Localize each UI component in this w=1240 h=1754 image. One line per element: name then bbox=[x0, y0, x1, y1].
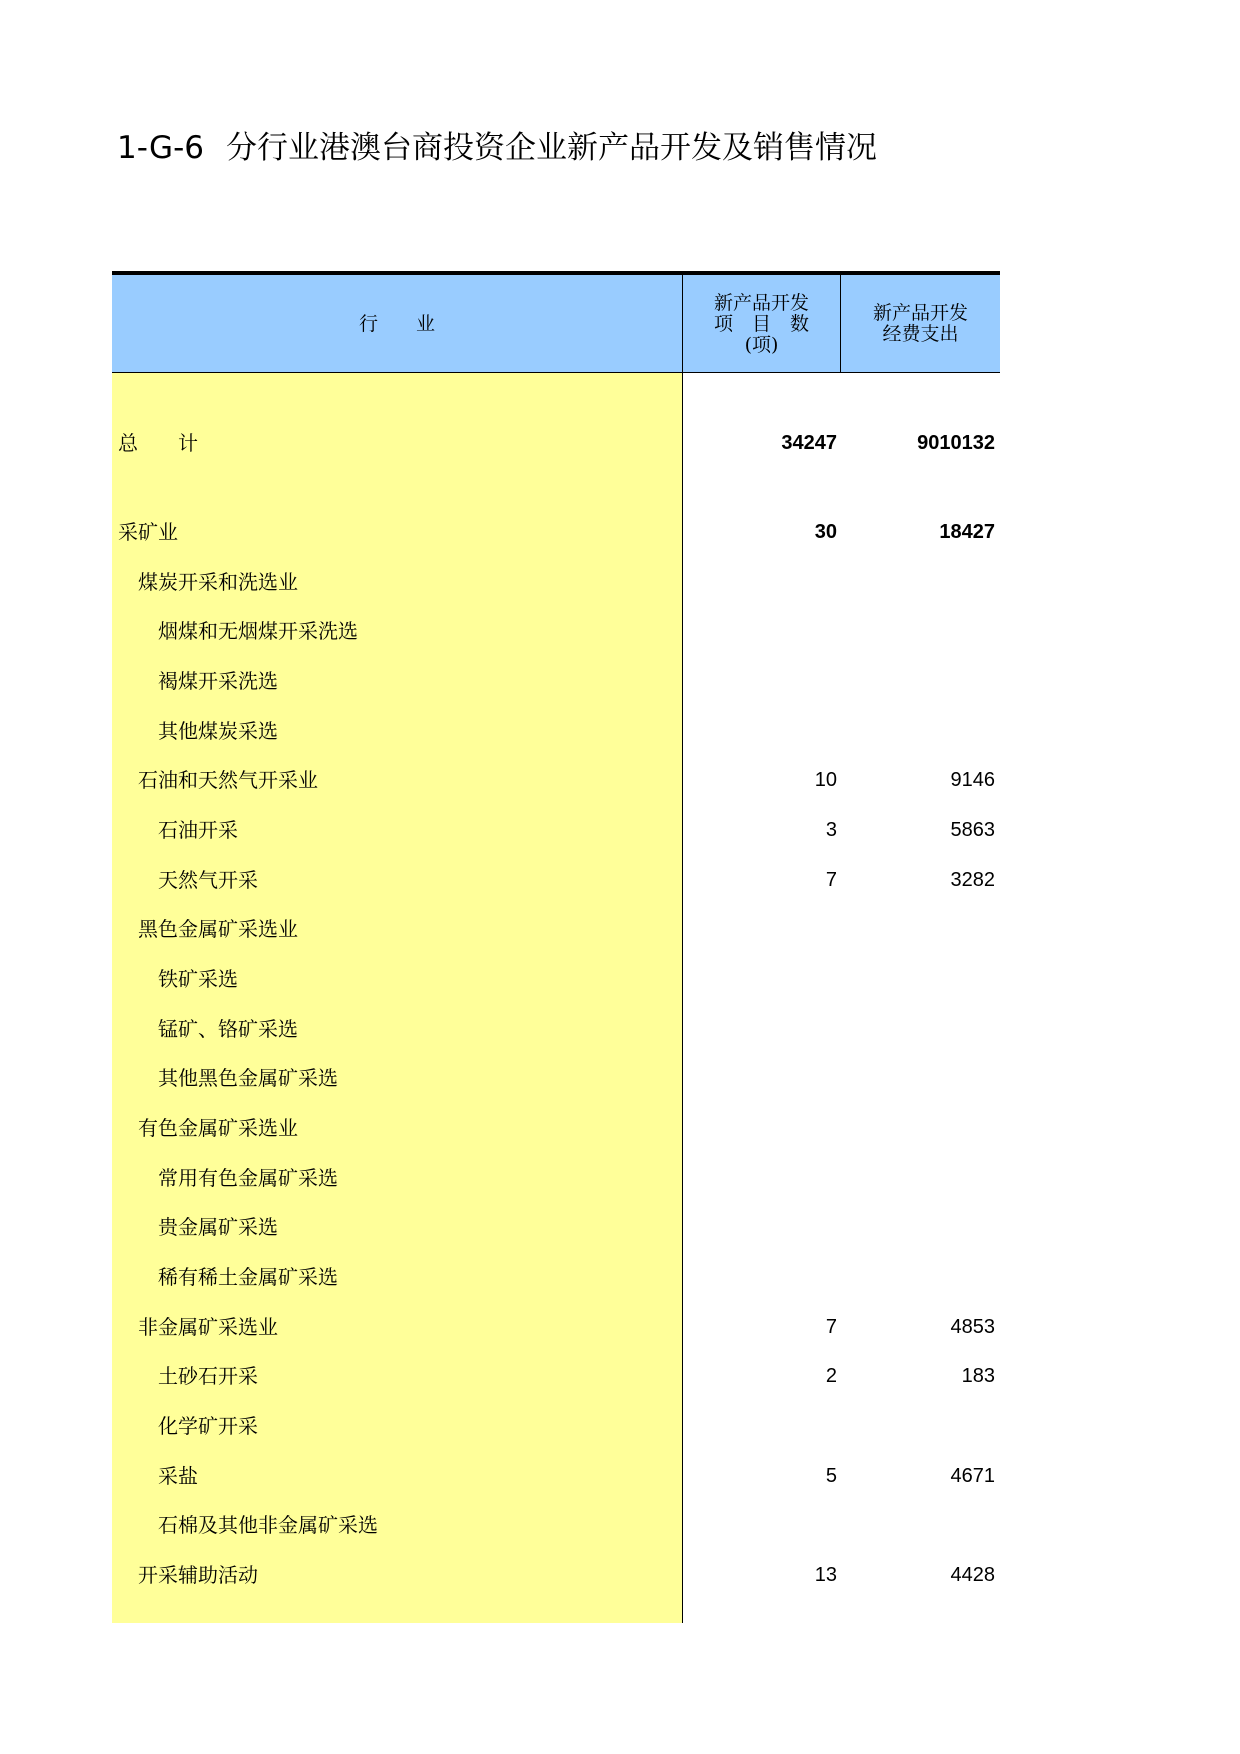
row-industry-name: 其他煤炭采选 bbox=[158, 719, 278, 743]
row-industry-name: 石油和天然气开采业 bbox=[138, 768, 318, 792]
header-expense-line2: 经费支出 bbox=[882, 323, 959, 345]
table-row bbox=[112, 1500, 1000, 1550]
row-projects-value: 7 bbox=[825, 869, 837, 891]
table-code: 1-G-6 bbox=[117, 130, 204, 166]
row-expense-value bbox=[841, 656, 995, 706]
row-expense-value bbox=[841, 1401, 995, 1451]
row-expense-value bbox=[841, 1500, 995, 1550]
row-industry-name: 采盐 bbox=[158, 1464, 198, 1488]
row-expense-value bbox=[841, 1252, 995, 1302]
row-projects-value: 2 bbox=[825, 1365, 837, 1387]
row-industry-name: 贵金属矿采选 bbox=[158, 1215, 278, 1239]
header-projects-line3: (项) bbox=[744, 333, 779, 356]
row-expense-value bbox=[841, 954, 995, 1004]
table-row bbox=[112, 805, 1000, 855]
table-row bbox=[112, 1202, 1000, 1252]
table-body bbox=[112, 373, 1000, 1623]
header-expense-line1: 新产品开发 bbox=[872, 302, 968, 324]
row-expense-value bbox=[841, 1202, 995, 1252]
table-header bbox=[112, 275, 1000, 373]
table-row bbox=[112, 418, 1000, 468]
table-row bbox=[112, 1550, 1000, 1600]
row-industry-name: 其他黑色金属矿采选 bbox=[158, 1066, 338, 1090]
row-expense-value bbox=[841, 1053, 995, 1103]
table-row bbox=[112, 855, 1000, 905]
row-projects-value bbox=[683, 1202, 837, 1252]
row-projects-value: 3 bbox=[825, 819, 837, 841]
table-row bbox=[112, 1004, 1000, 1054]
table-row bbox=[112, 1302, 1000, 1352]
page-title bbox=[117, 128, 877, 168]
row-expense-value: 9010132 bbox=[917, 432, 995, 454]
header-industry-label: 行 业 bbox=[358, 312, 435, 335]
row-industry-name: 总 计 bbox=[118, 431, 198, 455]
row-industry-name: 采矿业 bbox=[118, 520, 178, 544]
row-projects-value bbox=[683, 1401, 837, 1451]
row-projects-value: 34247 bbox=[781, 432, 837, 454]
row-expense-value bbox=[841, 557, 995, 607]
row-projects-value: 10 bbox=[814, 769, 837, 791]
table-row bbox=[112, 706, 1000, 756]
table-row bbox=[112, 954, 1000, 1004]
row-industry-name: 石油开采 bbox=[158, 818, 238, 842]
row-expense-value bbox=[841, 606, 995, 656]
row-industry-name: 化学矿开采 bbox=[158, 1414, 258, 1438]
row-projects-value bbox=[683, 954, 837, 1004]
row-expense-value: 4853 bbox=[950, 1316, 995, 1338]
row-industry-name: 有色金属矿采选业 bbox=[138, 1116, 298, 1140]
row-projects-value bbox=[683, 606, 837, 656]
header-projects bbox=[683, 275, 841, 373]
table-row bbox=[112, 1401, 1000, 1451]
row-expense-value: 18427 bbox=[939, 521, 995, 543]
row-projects-value bbox=[683, 557, 837, 607]
row-industry-name: 烟煤和无烟煤开采洗选 bbox=[158, 619, 358, 643]
row-projects-value bbox=[683, 1053, 837, 1103]
row-projects-value: 13 bbox=[814, 1564, 837, 1586]
table-row bbox=[112, 656, 1000, 706]
row-projects-value bbox=[683, 1500, 837, 1550]
row-industry-name: 开采辅助活动 bbox=[138, 1563, 258, 1587]
row-expense-value bbox=[841, 1153, 995, 1203]
row-industry-name: 褐煤开采洗选 bbox=[158, 669, 278, 693]
row-industry-name: 非金属矿采选业 bbox=[138, 1315, 278, 1339]
table-row bbox=[112, 1252, 1000, 1302]
row-projects-value: 30 bbox=[814, 521, 837, 543]
row-projects-value bbox=[683, 1252, 837, 1302]
data-table bbox=[112, 271, 1000, 1623]
table-row bbox=[112, 557, 1000, 607]
row-projects-value: 5 bbox=[825, 1465, 837, 1487]
row-expense-value bbox=[841, 706, 995, 756]
row-industry-name: 锰矿、铬矿采选 bbox=[158, 1017, 298, 1041]
row-industry-name: 铁矿采选 bbox=[158, 967, 238, 991]
row-projects-value: 7 bbox=[825, 1316, 837, 1338]
table-row bbox=[112, 507, 1000, 557]
row-expense-value: 4428 bbox=[950, 1564, 995, 1586]
row-expense-value bbox=[841, 904, 995, 954]
table-row bbox=[112, 606, 1000, 656]
row-expense-value: 3282 bbox=[950, 869, 995, 891]
table-row bbox=[112, 1351, 1000, 1401]
row-projects-value bbox=[683, 1153, 837, 1203]
table-row bbox=[112, 1451, 1000, 1501]
row-projects-value bbox=[683, 1004, 837, 1054]
row-industry-name: 石棉及其他非金属矿采选 bbox=[158, 1513, 378, 1537]
header-industry bbox=[112, 275, 683, 373]
header-projects-line2: 项 目 数 bbox=[713, 312, 809, 335]
table-row bbox=[112, 904, 1000, 954]
header-projects-line1: 新产品开发 bbox=[713, 291, 809, 314]
row-expense-value bbox=[841, 1103, 995, 1153]
row-projects-value bbox=[683, 904, 837, 954]
table-row bbox=[112, 1153, 1000, 1203]
row-industry-name: 土砂石开采 bbox=[158, 1364, 258, 1388]
table-row bbox=[112, 755, 1000, 805]
row-industry-name: 煤炭开采和洗选业 bbox=[138, 570, 298, 594]
row-expense-value: 9146 bbox=[950, 769, 995, 791]
row-expense-value: 5863 bbox=[950, 819, 995, 841]
row-expense-value: 183 bbox=[961, 1365, 995, 1387]
row-projects-value bbox=[683, 1103, 837, 1153]
table-row bbox=[112, 1103, 1000, 1153]
header-expense bbox=[841, 275, 1000, 373]
row-expense-value bbox=[841, 1004, 995, 1054]
row-expense-value: 4671 bbox=[950, 1465, 995, 1487]
row-industry-name: 天然气开采 bbox=[158, 868, 258, 892]
row-projects-value bbox=[683, 706, 837, 756]
table-row bbox=[112, 1053, 1000, 1103]
row-industry-name: 黑色金属矿采选业 bbox=[138, 917, 298, 941]
row-industry-name: 稀有稀土金属矿采选 bbox=[158, 1265, 338, 1289]
row-industry-name: 常用有色金属矿采选 bbox=[158, 1166, 338, 1190]
row-projects-value bbox=[683, 656, 837, 706]
table-title: 分行业港澳台商投资企业新产品开发及销售情况 bbox=[225, 130, 877, 166]
